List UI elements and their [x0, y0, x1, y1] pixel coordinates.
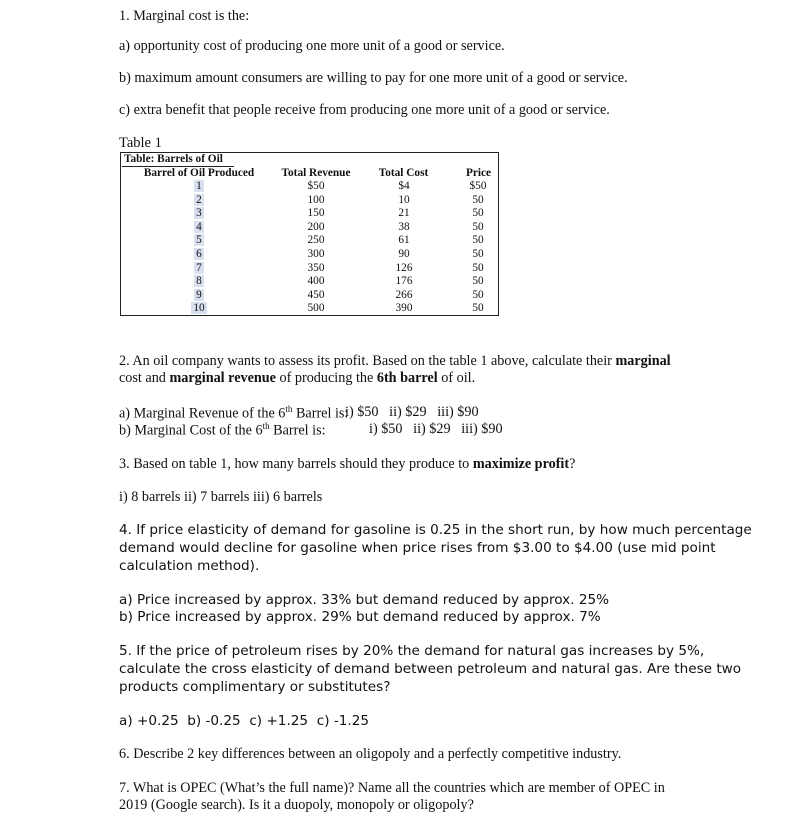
revenue-cell: 150	[307, 207, 325, 220]
cost-cell: 38	[398, 220, 410, 233]
revenue-cell: 400	[307, 275, 325, 288]
cost-cell: 176	[395, 275, 413, 288]
question-1-text: 1. Marginal cost is the:	[119, 8, 250, 24]
revenue-cell: 200	[307, 220, 325, 233]
question-2-line-2: cost and marginal revenue of producing the 6th barrel of oil.	[119, 370, 476, 386]
question-2-option-b: b) Marginal Cost of the 6th Barrel is:	[119, 421, 326, 439]
question-5-options: a) +0.25 b) -0.25 c) +1.25 c) -1.25	[119, 713, 369, 729]
revenue-cell: 100	[307, 193, 325, 206]
barrels-cell: 5	[196, 234, 202, 247]
price-cell: 50	[472, 288, 484, 301]
revenue-cell: $50	[307, 180, 325, 192]
barrels-cell: 8	[196, 275, 202, 288]
question-2-option-a: a) Marginal Revenue of the 6th Barrel is:	[119, 404, 349, 422]
header-total-revenue: Total Revenue	[281, 167, 351, 179]
price-cell: 50	[472, 207, 484, 220]
revenue-cell: 300	[307, 247, 325, 260]
barrels-cell: 2	[196, 193, 202, 206]
question-3-text: 3. Based on table 1, how many barrels should they produce to maximize profit?	[119, 456, 576, 472]
cost-cell: 126	[395, 261, 413, 274]
oil-table	[120, 152, 499, 316]
question-6-text: 6. Describe 2 key differences between an oligopoly and a perfectly competitive industry.	[119, 746, 622, 762]
question-4-line-1: 4. If price elasticity of demand for gasoline is 0.25 in the short run, by how much percentage	[119, 522, 752, 538]
revenue-cell: 450	[307, 288, 325, 301]
barrels-cell: 3	[196, 207, 202, 220]
question-3-options: i) 8 barrels ii) 7 barrels iii) 6 barrels	[119, 489, 323, 505]
question-2-line-1: 2. An oil company wants to assess its profit. Based on the table 1 above, calculate their marginal	[119, 353, 671, 369]
question-7-line-2: 2019 (Google search). Is it a duopoly, monopoly or oligopoly?	[119, 797, 474, 813]
barrels-cell: 4	[196, 220, 202, 233]
cost-cell: 390	[395, 302, 413, 315]
question-5-line-2: calculate the cross elasticity of demand between petroleum and natural gas. Are these two	[119, 661, 742, 677]
question-5-line-3: products complimentary or substitutes?	[119, 679, 391, 695]
cost-cell: 21	[398, 207, 410, 220]
barrels-cell: 10	[193, 302, 205, 315]
question-1-option-b: b) maximum amount consumers are willing to pay for one more unit of a good or service.	[119, 70, 628, 86]
question-2-option-b-choices: i) $50 ii) $29 iii) $90	[369, 421, 503, 437]
header-price: Price	[465, 167, 492, 179]
question-4-line-3: calculation method).	[119, 558, 260, 574]
revenue-cell: 250	[307, 234, 325, 247]
barrels-cell: 6	[196, 247, 202, 260]
price-cell: 50	[472, 234, 484, 247]
barrels-cell: 1	[196, 180, 202, 192]
revenue-cell: 350	[307, 261, 325, 274]
table-caption: Table 1	[119, 135, 162, 151]
cost-cell: 266	[395, 288, 413, 301]
price-cell: 50	[472, 247, 484, 260]
column-total-revenue	[296, 180, 336, 316]
column-barrels	[181, 180, 217, 316]
table-title: Table: Barrels of Oil	[124, 153, 223, 165]
column-total-cost	[384, 180, 424, 316]
revenue-cell: 500	[307, 302, 325, 315]
question-1-option-a: a) opportunity cost of producing one more unit of a good or service.	[119, 38, 505, 54]
question-5-line-1: 5. If the price of petroleum rises by 20% the demand for natural gas increases by 5%,	[119, 643, 705, 659]
question-1-option-c: c) extra benefit that people receive from producing one more unit of a good or service.	[119, 102, 610, 118]
price-cell: 50	[472, 302, 484, 315]
cost-cell: 61	[398, 234, 410, 247]
price-cell: 50	[472, 193, 484, 206]
cost-cell: 90	[398, 247, 410, 260]
question-4-option-b: b) Price increased by approx. 29% but demand reduced by approx. 7%	[119, 609, 601, 625]
barrels-cell: 9	[196, 288, 202, 301]
price-cell: 50	[472, 220, 484, 233]
header-total-cost: Total Cost	[378, 167, 429, 179]
cost-cell: 10	[398, 193, 410, 206]
question-4-line-2: demand would decline for gasoline when price rises from $3.00 to $4.00 (use mid point	[119, 540, 716, 556]
column-price	[458, 180, 498, 316]
header-barrels: Barrel of Oil Produced	[143, 167, 255, 179]
price-cell: 50	[472, 275, 484, 288]
price-cell: $50	[469, 180, 487, 192]
question-2-option-a-choices: i) $50 ii) $29 iii) $90	[345, 404, 479, 420]
price-cell: 50	[472, 261, 484, 274]
question-7-line-1: 7. What is OPEC (What’s the full name)? Name all the countries which are member of OPEC in	[119, 780, 665, 796]
question-4-option-a: a) Price increased by approx. 33% but demand reduced by approx. 25%	[119, 592, 610, 608]
cost-cell: $4	[398, 180, 410, 192]
barrels-cell: 7	[196, 261, 202, 274]
